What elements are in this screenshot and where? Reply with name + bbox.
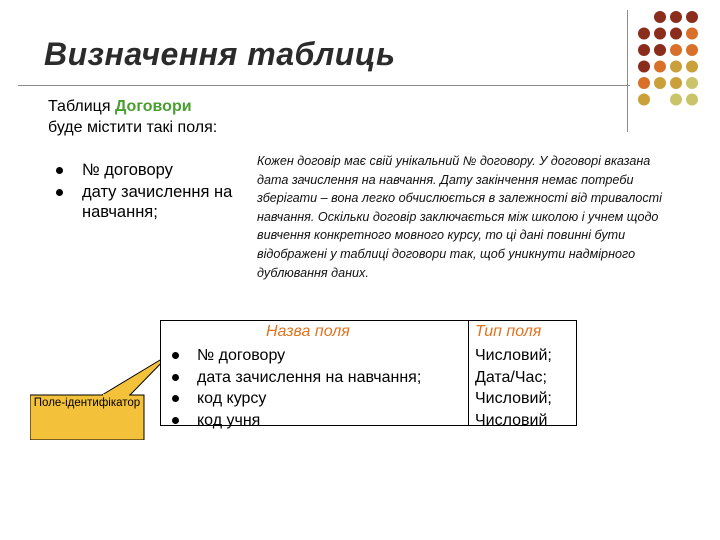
decorative-dot [638, 61, 650, 73]
decorative-dot [654, 44, 666, 56]
table-row: код учня [170, 410, 421, 432]
decorative-dot [670, 28, 682, 40]
table-row: код курсу [170, 388, 421, 410]
intro-text [48, 96, 217, 138]
table-row: дата зачислення на навчання; [170, 367, 421, 389]
decorative-dot [654, 77, 666, 89]
intro-prefix: Таблиця [48, 98, 115, 115]
table-name-highlight: Договори [114, 98, 192, 115]
decorative-dot [654, 61, 666, 73]
decorative-dot [670, 77, 682, 89]
decorative-dot [638, 44, 650, 56]
table-cell-type: Числовий; [475, 390, 552, 407]
intro-line-1 [48, 96, 217, 117]
column-header-name: Назва поля [266, 323, 350, 340]
decorative-dot [686, 77, 698, 89]
list-item: № договору [56, 160, 256, 180]
table-cell-type: Числовий; [475, 347, 552, 364]
field-bullet-list [56, 160, 256, 224]
table-column-divider [468, 320, 469, 426]
title-underline [18, 85, 630, 86]
decorative-dot [670, 94, 682, 106]
decorative-dot [638, 94, 650, 106]
intro-line-2: буде містити такі поля: [48, 119, 218, 136]
decorative-dot [686, 94, 698, 106]
decorative-dot [670, 11, 682, 23]
decorative-dot [686, 44, 698, 56]
decorative-dot [654, 11, 666, 23]
explanation-note: Кожен договір має свій унікальний № договору. У договорі вказана дата зачислення на навчання. Дату закінчення немає потреби зберігати – вона легко обчислюється в залежності від тривалості навчання. Оскільки договір заключається між школою і учнем щодо вивчення конкретного мовного курсу, то ці дані повинні бути відображені у таблиці договори так, щоб уникнути надмірного дублювання даних. [257, 154, 662, 280]
decorative-dot [670, 44, 682, 56]
decorative-dot [638, 77, 650, 89]
column-header-type: Тип поля [475, 323, 542, 340]
field-type-list [475, 345, 552, 431]
decorative-dot [654, 28, 666, 40]
vertical-divider [627, 10, 628, 132]
list-item: дату зачислення на навчання; [56, 182, 256, 222]
field-name-list [170, 345, 421, 431]
decorative-dot-grid [636, 10, 706, 110]
callout-shape [30, 330, 180, 440]
decorative-dot [670, 61, 682, 73]
decorative-dot [686, 28, 698, 40]
decorative-dot [686, 61, 698, 73]
table-cell-type: Дата/Час; [475, 368, 547, 386]
decorative-dot [638, 28, 650, 40]
decorative-dot [686, 11, 698, 23]
table-cell-type: Числовий [475, 411, 548, 429]
callout-label: Поле-ідентифікатор [33, 397, 141, 409]
slide-title: Визначення таблиць [44, 36, 396, 72]
table-row: № договору [170, 345, 421, 367]
